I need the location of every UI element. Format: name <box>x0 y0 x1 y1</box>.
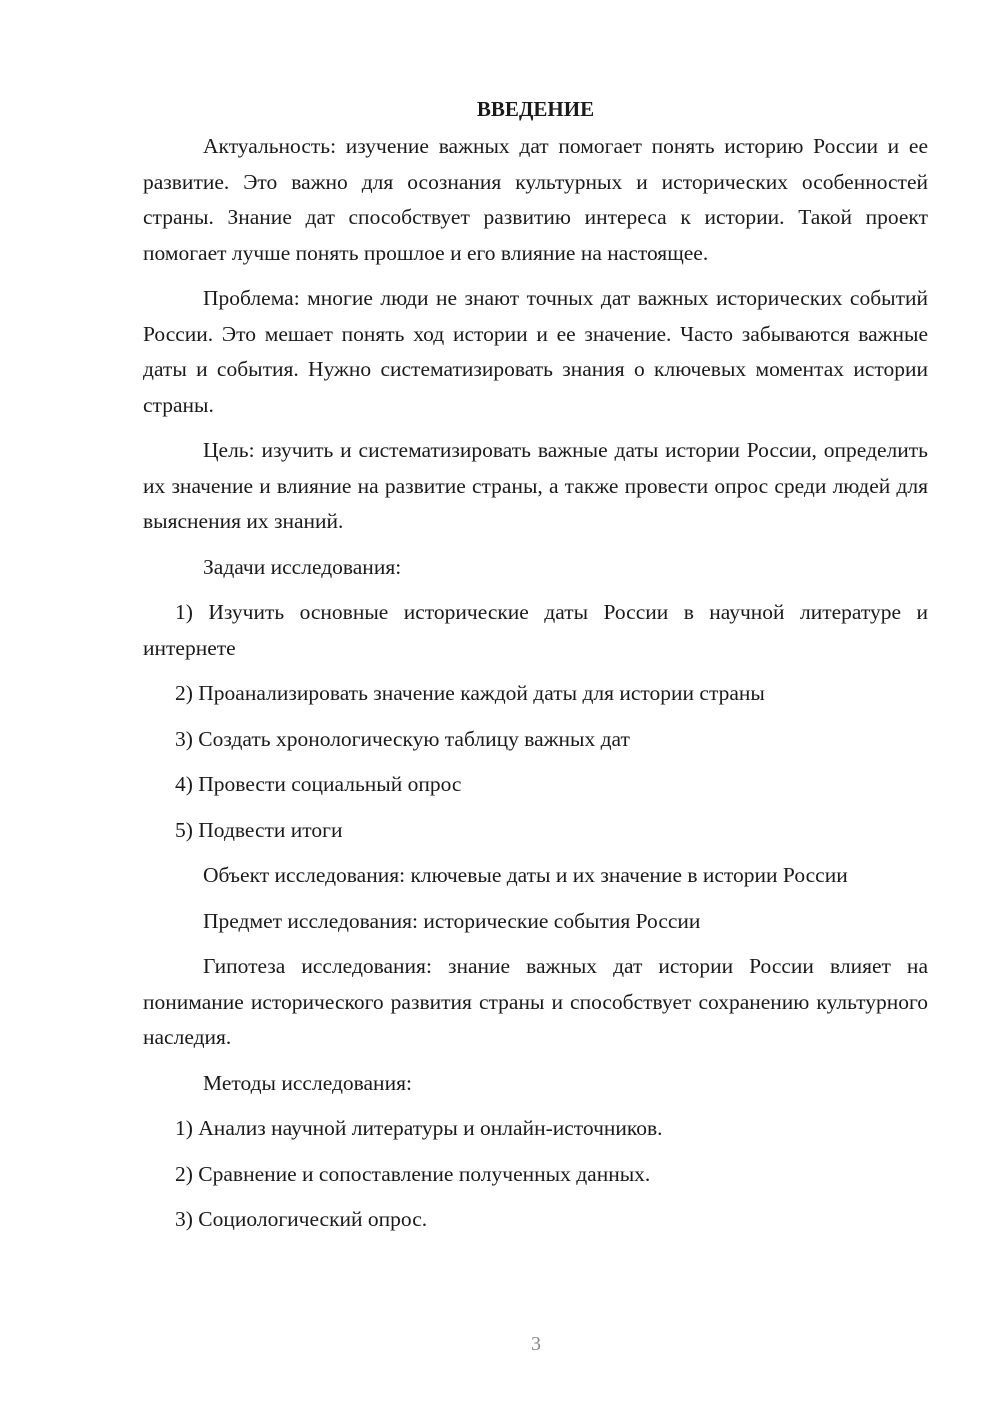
object-paragraph: Объект исследования: ключевые даты и их значение в истории России <box>203 863 848 887</box>
method-item: 3) Социологический опрос. <box>175 1207 428 1231</box>
hypothesis-paragraph: Гипотеза исследования: знание важных дат истории России влияет на понимание исторического развития страны и способствует сохранению культурного наследия. <box>143 954 928 1049</box>
section-title: ВВЕДЕНИЕ <box>476 97 595 121</box>
tasks-heading: Задачи исследования: <box>203 554 402 579</box>
page-number: 3 <box>531 1333 541 1355</box>
subject-paragraph: Предмет исследования: исторические события России <box>203 908 701 933</box>
document-page <box>143 92 928 1248</box>
task-item: 3) Создать хронологическую таблицу важных дат <box>175 726 630 751</box>
task-item: 1) Изучить основные исторические даты России в научной литературе и интернете <box>143 600 928 660</box>
task-item: 5) Подвести итоги <box>175 817 343 842</box>
task-item: 4) Провести социальный опрос <box>175 772 462 796</box>
methods-heading: Методы исследования: <box>203 1070 412 1095</box>
method-item: 1) Анализ научной литературы и онлайн-источников. <box>175 1116 663 1140</box>
methods-list <box>143 1111 928 1238</box>
task-item: 2) Проанализировать значение каждой даты для истории страны <box>175 681 765 705</box>
tasks-list <box>143 595 928 848</box>
method-item: 2) Сравнение и сопоставление полученных данных. <box>175 1161 651 1186</box>
relevance-paragraph: Актуальность: изучение важных дат помогает понять историю России и ее развитие. Это важно для осознания культурных и исторических особенностей страны. Знание дат способствует развитию интереса к истории. Такой проект помогает лучше понять прошлое и его влияние на настоящее. <box>143 134 928 265</box>
goal-paragraph: Цель: изучить и систематизировать важные даты истории России, определить их значение и влияние на развитие страны, а также провести опрос среди людей для выяснения их знаний. <box>143 438 928 533</box>
problem-paragraph: Проблема: многие люди не знают точных дат важных исторических событий России. Это мешает понять ход истории и ее значение. Часто забываются важные даты и события. Нужно систематизировать знания о ключевых моментах истории страны. <box>143 286 928 417</box>
